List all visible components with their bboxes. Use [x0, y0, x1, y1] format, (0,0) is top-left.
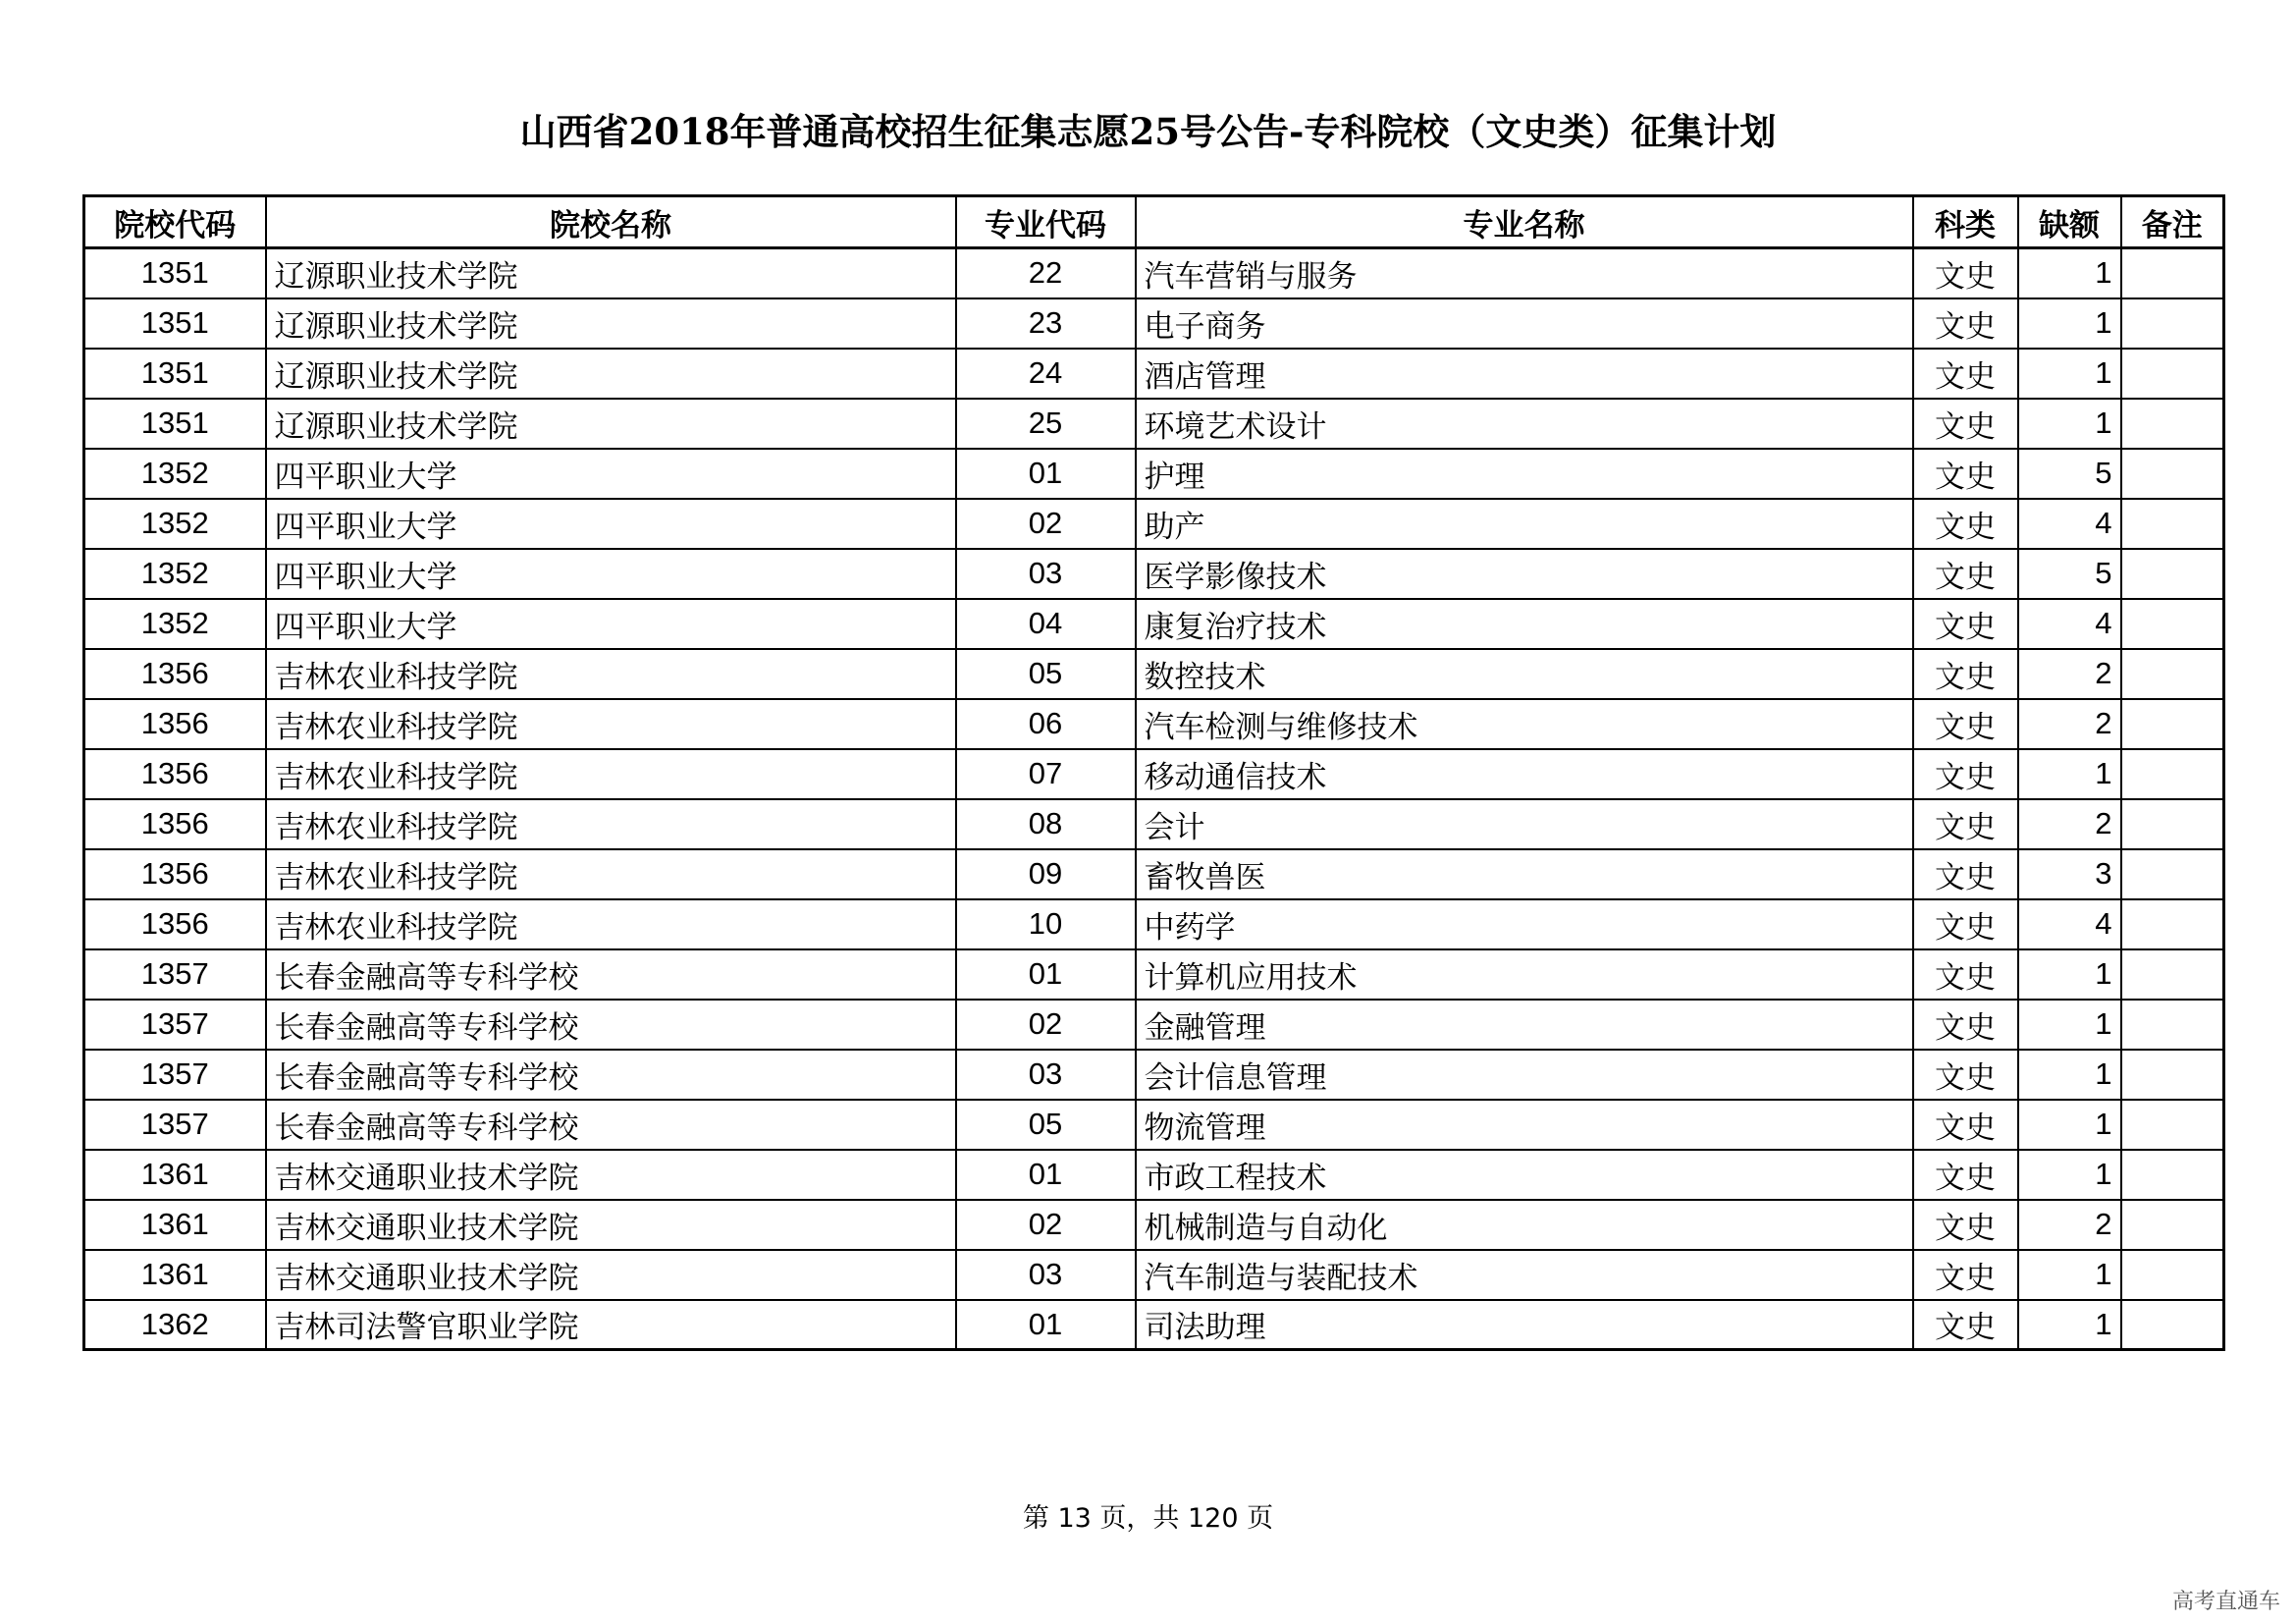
category-cell: 文史	[1913, 849, 2018, 899]
category-cell: 文史	[1913, 449, 2018, 499]
school-code-cell: 1361	[84, 1150, 266, 1200]
school-name-cell: 吉林农业科技学院	[266, 849, 956, 899]
table-row	[84, 1150, 2224, 1200]
header-category: 科类	[1913, 196, 2018, 248]
major-name-cell: 助产	[1136, 499, 1913, 549]
remarks-cell	[2121, 599, 2224, 649]
remarks-cell	[2121, 1150, 2224, 1200]
remarks-cell	[2121, 248, 2224, 298]
vacancy-cell: 1	[2018, 399, 2121, 449]
major-name-cell: 酒店管理	[1136, 349, 1913, 399]
header-major-code: 专业代码	[956, 196, 1136, 248]
school-code-cell: 1361	[84, 1200, 266, 1250]
major-code-cell: 01	[956, 949, 1136, 1000]
table-row	[84, 849, 2224, 899]
school-code-cell: 1352	[84, 449, 266, 499]
school-code-cell: 1361	[84, 1250, 266, 1300]
school-name-cell: 辽源职业技术学院	[266, 298, 956, 349]
school-code-cell: 1362	[84, 1300, 266, 1350]
school-name-cell: 吉林农业科技学院	[266, 899, 956, 949]
remarks-cell	[2121, 699, 2224, 749]
school-name-cell: 吉林交通职业技术学院	[266, 1200, 956, 1250]
table-row	[84, 949, 2224, 1000]
school-name-cell: 长春金融高等专科学校	[266, 949, 956, 1000]
major-name-cell: 移动通信技术	[1136, 749, 1913, 799]
category-cell: 文史	[1913, 699, 2018, 749]
category-cell: 文史	[1913, 1000, 2018, 1050]
school-name-cell: 四平职业大学	[266, 449, 956, 499]
major-code-cell: 06	[956, 699, 1136, 749]
category-cell: 文史	[1913, 349, 2018, 399]
table-row	[84, 1050, 2224, 1100]
school-code-cell: 1352	[84, 499, 266, 549]
school-name-cell: 辽源职业技术学院	[266, 248, 956, 298]
remarks-cell	[2121, 849, 2224, 899]
table-row	[84, 399, 2224, 449]
category-cell: 文史	[1913, 549, 2018, 599]
major-name-cell: 司法助理	[1136, 1300, 1913, 1350]
remarks-cell	[2121, 949, 2224, 1000]
table-row	[84, 1100, 2224, 1150]
category-cell: 文史	[1913, 1200, 2018, 1250]
school-code-cell: 1356	[84, 899, 266, 949]
major-name-cell: 中药学	[1136, 899, 1913, 949]
school-name-cell: 吉林农业科技学院	[266, 699, 956, 749]
remarks-cell	[2121, 1200, 2224, 1250]
major-code-cell: 05	[956, 1100, 1136, 1150]
major-name-cell: 会计信息管理	[1136, 1050, 1913, 1100]
category-cell: 文史	[1913, 949, 2018, 1000]
category-cell: 文史	[1913, 649, 2018, 699]
vacancy-cell: 1	[2018, 1000, 2121, 1050]
vacancy-cell: 1	[2018, 248, 2121, 298]
major-code-cell: 01	[956, 449, 1136, 499]
vacancy-cell: 1	[2018, 1050, 2121, 1100]
major-name-cell: 金融管理	[1136, 1000, 1913, 1050]
major-name-cell: 数控技术	[1136, 649, 1913, 699]
school-code-cell: 1357	[84, 949, 266, 1000]
remarks-cell	[2121, 1050, 2224, 1100]
vacancy-cell: 1	[2018, 949, 2121, 1000]
vacancy-cell: 3	[2018, 849, 2121, 899]
major-code-cell: 03	[956, 1050, 1136, 1100]
school-name-cell: 吉林司法警官职业学院	[266, 1300, 956, 1350]
vacancy-cell: 1	[2018, 1300, 2121, 1350]
vacancy-cell: 1	[2018, 749, 2121, 799]
category-cell: 文史	[1913, 399, 2018, 449]
school-code-cell: 1357	[84, 1100, 266, 1150]
major-code-cell: 04	[956, 599, 1136, 649]
major-code-cell: 08	[956, 799, 1136, 849]
major-code-cell: 02	[956, 1000, 1136, 1050]
category-cell: 文史	[1913, 499, 2018, 549]
vacancy-cell: 2	[2018, 799, 2121, 849]
school-code-cell: 1356	[84, 799, 266, 849]
category-cell: 文史	[1913, 1300, 2018, 1350]
header-school-code: 院校代码	[84, 196, 266, 248]
remarks-cell	[2121, 649, 2224, 699]
category-cell: 文史	[1913, 599, 2018, 649]
major-code-cell: 02	[956, 499, 1136, 549]
vacancy-cell: 4	[2018, 499, 2121, 549]
remarks-cell	[2121, 399, 2224, 449]
vacancy-cell: 2	[2018, 1200, 2121, 1250]
school-code-cell: 1351	[84, 399, 266, 449]
table-body	[84, 248, 2224, 1350]
remarks-cell	[2121, 799, 2224, 849]
table-row	[84, 649, 2224, 699]
major-name-cell: 汽车营销与服务	[1136, 248, 1913, 298]
remarks-cell	[2121, 1250, 2224, 1300]
category-cell: 文史	[1913, 1150, 2018, 1200]
remarks-cell	[2121, 1300, 2224, 1350]
school-name-cell: 吉林农业科技学院	[266, 799, 956, 849]
major-name-cell: 市政工程技术	[1136, 1150, 1913, 1200]
school-code-cell: 1352	[84, 599, 266, 649]
table-row	[84, 799, 2224, 849]
major-name-cell: 畜牧兽医	[1136, 849, 1913, 899]
school-code-cell: 1356	[84, 699, 266, 749]
school-name-cell: 吉林交通职业技术学院	[266, 1250, 956, 1300]
school-code-cell: 1357	[84, 1000, 266, 1050]
table-row	[84, 1250, 2224, 1300]
major-name-cell: 会计	[1136, 799, 1913, 849]
document-title: 山西省2018年普通高校招生征集志愿25号公告-专科院校（文史类）征集计划	[519, 110, 1777, 153]
school-name-cell: 辽源职业技术学院	[266, 349, 956, 399]
table-row	[84, 449, 2224, 499]
table-row	[84, 599, 2224, 649]
header-school-name: 院校名称	[266, 196, 956, 248]
header-remarks: 备注	[2121, 196, 2224, 248]
table-row	[84, 699, 2224, 749]
enrollment-plan-table	[82, 194, 2225, 1351]
table-row	[84, 298, 2224, 349]
watermark: 高考直通车	[2171, 1590, 2280, 1614]
school-code-cell: 1351	[84, 349, 266, 399]
table-row	[84, 549, 2224, 599]
category-cell: 文史	[1913, 248, 2018, 298]
vacancy-cell: 5	[2018, 449, 2121, 499]
vacancy-cell: 1	[2018, 349, 2121, 399]
major-code-cell: 24	[956, 349, 1136, 399]
remarks-cell	[2121, 499, 2224, 549]
major-code-cell: 01	[956, 1150, 1136, 1200]
school-name-cell: 辽源职业技术学院	[266, 399, 956, 449]
table-row	[84, 349, 2224, 399]
major-code-cell: 23	[956, 298, 1136, 349]
major-name-cell: 电子商务	[1136, 298, 1913, 349]
vacancy-cell: 2	[2018, 649, 2121, 699]
major-name-cell: 机械制造与自动化	[1136, 1200, 1913, 1250]
school-code-cell: 1356	[84, 649, 266, 699]
remarks-cell	[2121, 749, 2224, 799]
major-code-cell: 03	[956, 1250, 1136, 1300]
category-cell: 文史	[1913, 899, 2018, 949]
major-name-cell: 环境艺术设计	[1136, 399, 1913, 449]
major-name-cell: 汽车制造与装配技术	[1136, 1250, 1913, 1300]
school-name-cell: 吉林农业科技学院	[266, 649, 956, 699]
header-vacancies: 缺额	[2018, 196, 2121, 248]
page-number: 第 13 页，共 120 页	[1022, 1503, 1274, 1534]
vacancy-cell: 1	[2018, 298, 2121, 349]
school-name-cell: 吉林农业科技学院	[266, 749, 956, 799]
category-cell: 文史	[1913, 1250, 2018, 1300]
school-code-cell: 1351	[84, 298, 266, 349]
vacancy-cell: 1	[2018, 1100, 2121, 1150]
school-name-cell: 四平职业大学	[266, 499, 956, 549]
school-code-cell: 1357	[84, 1050, 266, 1100]
table-header-row	[84, 196, 2224, 248]
major-code-cell: 25	[956, 399, 1136, 449]
vacancy-cell: 5	[2018, 549, 2121, 599]
major-name-cell: 汽车检测与维修技术	[1136, 699, 1913, 749]
category-cell: 文史	[1913, 1100, 2018, 1150]
major-code-cell: 22	[956, 248, 1136, 298]
school-name-cell: 四平职业大学	[266, 599, 956, 649]
table-row	[84, 1200, 2224, 1250]
remarks-cell	[2121, 1100, 2224, 1150]
major-code-cell: 01	[956, 1300, 1136, 1350]
vacancy-cell: 4	[2018, 899, 2121, 949]
major-code-cell: 03	[956, 549, 1136, 599]
major-code-cell: 09	[956, 849, 1136, 899]
school-code-cell: 1352	[84, 549, 266, 599]
remarks-cell	[2121, 298, 2224, 349]
major-name-cell: 物流管理	[1136, 1100, 1913, 1150]
category-cell: 文史	[1913, 749, 2018, 799]
category-cell: 文史	[1913, 1050, 2018, 1100]
major-code-cell: 10	[956, 899, 1136, 949]
remarks-cell	[2121, 1000, 2224, 1050]
table-row	[84, 499, 2224, 549]
major-code-cell: 05	[956, 649, 1136, 699]
table-row	[84, 248, 2224, 298]
school-name-cell: 长春金融高等专科学校	[266, 1050, 956, 1100]
remarks-cell	[2121, 349, 2224, 399]
major-code-cell: 02	[956, 1200, 1136, 1250]
vacancy-cell: 1	[2018, 1250, 2121, 1300]
table-row	[84, 899, 2224, 949]
remarks-cell	[2121, 449, 2224, 499]
category-cell: 文史	[1913, 799, 2018, 849]
school-code-cell: 1356	[84, 849, 266, 899]
school-code-cell: 1351	[84, 248, 266, 298]
vacancy-cell: 2	[2018, 699, 2121, 749]
major-name-cell: 护理	[1136, 449, 1913, 499]
school-name-cell: 长春金融高等专科学校	[266, 1100, 956, 1150]
table-row	[84, 1300, 2224, 1350]
header-major-name: 专业名称	[1136, 196, 1913, 248]
vacancy-cell: 4	[2018, 599, 2121, 649]
table-row	[84, 1000, 2224, 1050]
school-name-cell: 四平职业大学	[266, 549, 956, 599]
major-name-cell: 康复治疗技术	[1136, 599, 1913, 649]
category-cell: 文史	[1913, 298, 2018, 349]
major-name-cell: 计算机应用技术	[1136, 949, 1913, 1000]
school-name-cell: 长春金融高等专科学校	[266, 1000, 956, 1050]
vacancy-cell: 1	[2018, 1150, 2121, 1200]
major-code-cell: 07	[956, 749, 1136, 799]
table-row	[84, 749, 2224, 799]
remarks-cell	[2121, 549, 2224, 599]
major-name-cell: 医学影像技术	[1136, 549, 1913, 599]
school-code-cell: 1356	[84, 749, 266, 799]
school-name-cell: 吉林交通职业技术学院	[266, 1150, 956, 1200]
remarks-cell	[2121, 899, 2224, 949]
